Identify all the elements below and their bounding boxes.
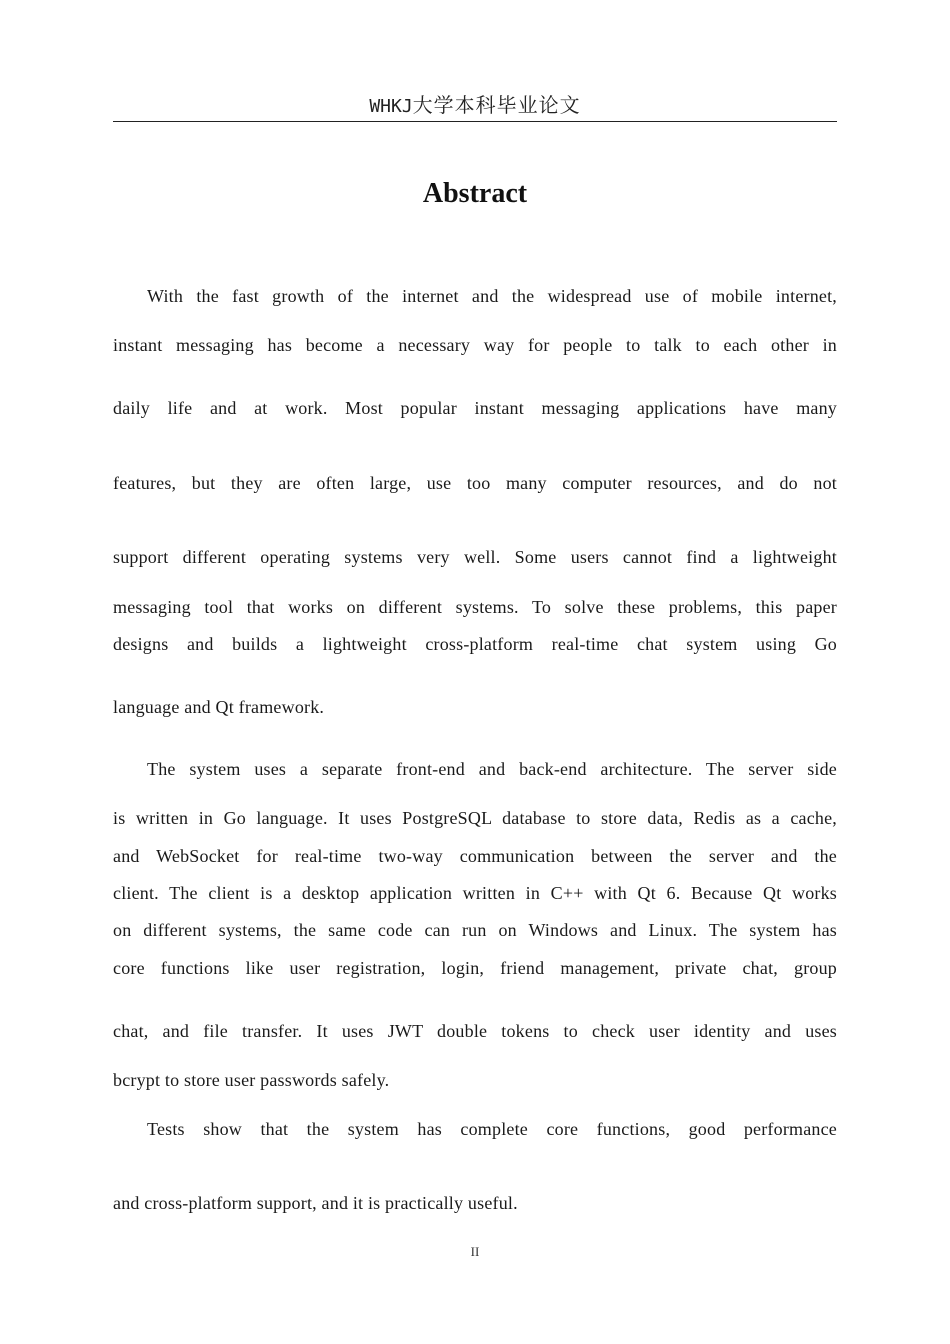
text-line: messaging tool that works on different systems. To solve these problems, this paper	[113, 597, 837, 617]
text-line: core functions like user registration, login, friend management, private chat, group	[113, 958, 837, 978]
text-line: client. The client is a desktop application written in C++ with Qt 6. Because Qt works	[113, 883, 837, 903]
running-header	[113, 93, 837, 120]
text-line: language and Qt framework.	[113, 697, 325, 717]
abstract-title: Abstract	[422, 178, 528, 209]
text-line: and cross-platform support, and it is practically useful.	[113, 1193, 518, 1213]
header-cjk: 大学本科毕业论文	[412, 95, 581, 117]
text-line: daily life and at work. Most popular instant messaging applications have many	[113, 398, 837, 418]
text-line: chat, and file transfer. It uses JWT double tokens to check user identity and uses	[113, 1021, 837, 1041]
text-line: bcrypt to store user passwords safely.	[113, 1070, 390, 1090]
text-line: With the fast growth of the internet and the widespread use of mobile internet,	[147, 286, 837, 306]
text-line: The system uses a separate front-end and back-end architecture. The server side	[147, 759, 837, 779]
page-number: II	[470, 1244, 480, 1259]
text-line: on different systems, the same code can run on Windows and Linux. The system has	[113, 920, 837, 940]
text-line: support different operating systems very well. Some users cannot find a lightweight	[113, 547, 837, 567]
text-line: is written in Go language. It uses PostgreSQL database to store data, Redis as a cache,	[113, 808, 837, 828]
text-line: instant messaging has become a necessary way for people to talk to each other in	[113, 335, 837, 355]
header-rule	[113, 121, 837, 122]
text-line: designs and builds a lightweight cross-platform real-time chat system using Go	[113, 634, 837, 654]
text-line: Tests show that the system has complete core functions, good performance	[147, 1119, 837, 1139]
header-latin: WHKJ	[369, 96, 413, 117]
text-line: and WebSocket for real-time two-way communication between the server and the	[113, 846, 837, 866]
text-line: features, but they are often large, use too many computer resources, and do not	[113, 473, 837, 493]
